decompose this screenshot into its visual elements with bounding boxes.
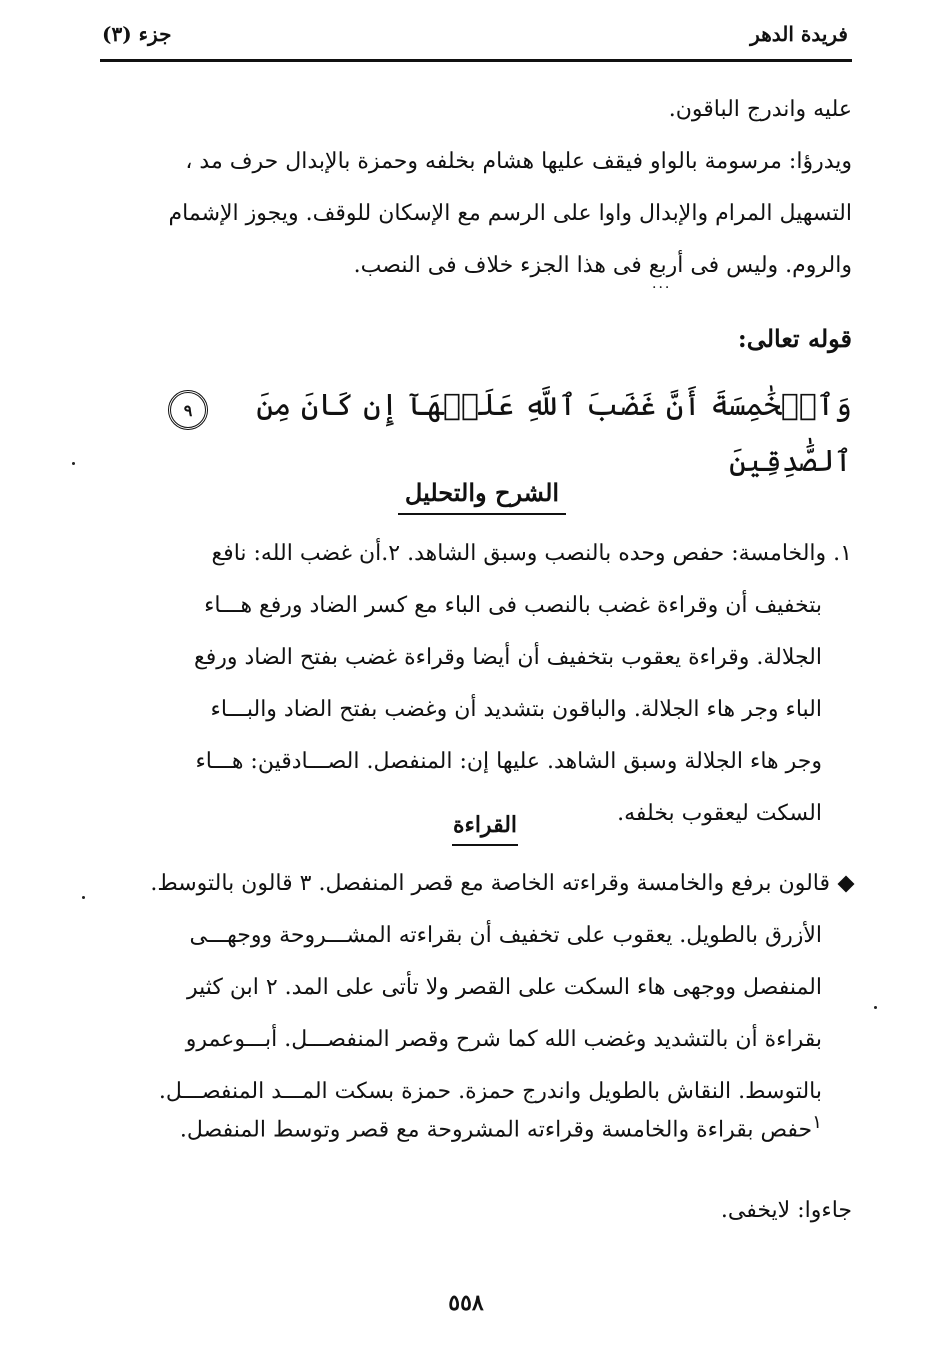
diamond-bullet-icon: [838, 876, 855, 893]
section-title-qiraa: القراءة: [452, 812, 518, 846]
qiraa-line: المنفصل ووجهى هاء السكت على القصر ولا تأتى على المد. ٢ ابن كثير: [186, 975, 822, 1000]
qiraa-line: بالتوسط. النقاش بالطويل واندرج حمزة. حمزة بسكت المـــد المنفصـــل.: [158, 1079, 822, 1104]
sharh-line: بتخفيف أن وقراءة غضب بالنصب فى الباء مع كسر الضاد ورفع هـــاء: [204, 593, 822, 618]
footnote-mark: ١: [812, 1112, 822, 1133]
intro-paragraph: [100, 84, 852, 292]
closing-note: جاءوا: لايخفى.: [720, 1198, 852, 1223]
sharh-line: السكت ليعقوب بخلفه.: [617, 801, 822, 826]
section-title-sharh: الشرح والتحليل: [398, 478, 566, 515]
sharh-line: وجر هاء الجلالة وسبق الشاهد. عليها إن: المنفصل. الصـــادقين: هـــاء: [195, 749, 822, 774]
verse-intro: قوله تعالى:: [737, 324, 852, 353]
qiraa-paragraph: [100, 858, 852, 1118]
qiraa-line: بقراءة أن بالتشديد وغضب الله كما شرح وقصر المنفصـــل. أبـــوعمرو: [185, 1027, 822, 1052]
sharh-line: الباء وجر هاء الجلالة. والباقون بتشديد أن وغضب بفتح الضاد والبـــاء: [210, 697, 822, 722]
intro-line: التسهيل المرام والإبدال واوا على الرسم مع الإسكان للوقف. ويجوز الإشمام: [168, 201, 852, 226]
page-number: ٥٥٨: [448, 1290, 484, 1316]
qiraa-line-text: قالون برفع والخامسة وقراءته الخاصة مع قصر المنفصل. ٣ قالون بالتوسط.: [150, 871, 830, 896]
qiraa-line-first: [100, 858, 852, 910]
intro-line: عليه واندرج الباقون.: [668, 97, 852, 122]
qiraa-line: الأزرق بالطويل. يعقوب على تخفيف أن بقراءته المشـــروحة ووجهـــى: [189, 923, 822, 948]
verse-number: ٩: [183, 400, 193, 420]
scan-speck: [82, 896, 85, 899]
scan-speck: [72, 462, 75, 465]
verse-number-marker: [168, 390, 208, 430]
header-divider: [100, 59, 852, 62]
footnote: [180, 1112, 822, 1142]
footnote-text: حفص بقراءة والخامسة وقراءته المشروحة مع قصر وتوسط المنفصل.: [179, 1117, 813, 1143]
intro-line: والروم. وليس فى أربع فى هذا الجزء خلاف فى النصب.: [353, 253, 852, 278]
sharh-line: الجلالة. وقراءة يعقوب بتخفيف أن أيضا وقراءة غضب بفتح الضاد ورفع: [194, 645, 822, 670]
sharh-line: ١. والخامسة: حفص وحده بالنصب وسبق الشاهد. ٢.أن غضب الله: نافع: [211, 541, 852, 566]
separator-dots: ...: [652, 276, 672, 292]
sharh-paragraph: [100, 528, 852, 840]
intro-line: ويدرؤا: مرسومة بالواو فيقف عليها هشام بخلفه وحمزة بالإبدال حرف مد ،: [185, 149, 852, 174]
book-title: فريدة الدهر: [750, 22, 848, 46]
part-label: جزء (٣): [102, 22, 172, 46]
scan-speck: [874, 1006, 877, 1009]
quran-verse: وَٱلۡخَٰمِسَةَ أَنَّ غَضَبَ ٱللَّهِ عَلَيۡهَآ إِن كَانَ مِنَ ٱلصَّٰدِقِينَ: [256, 388, 852, 479]
